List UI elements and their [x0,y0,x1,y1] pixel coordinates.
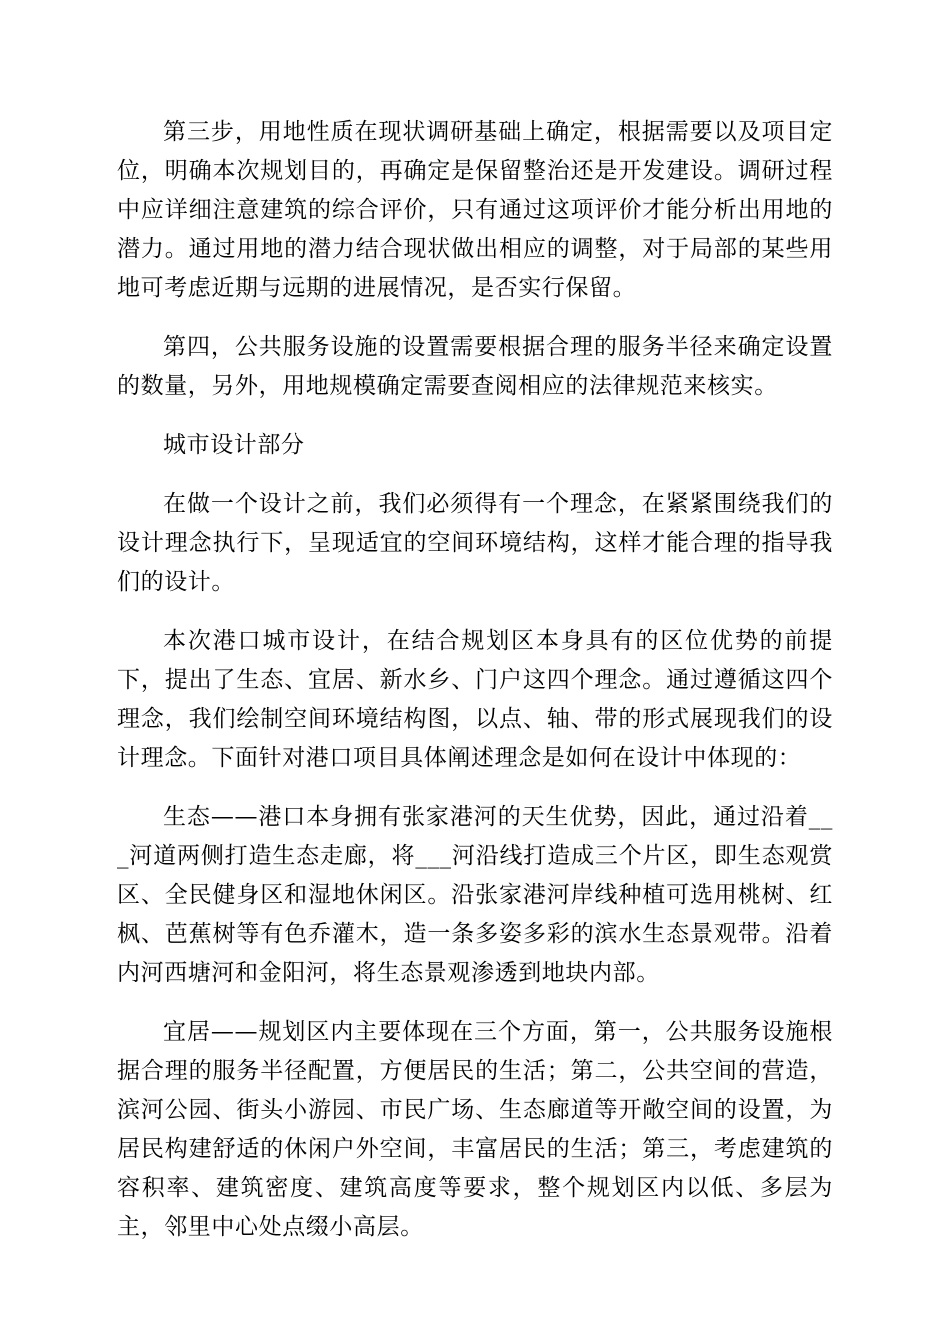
paragraph-ecology: 生态——港口本身拥有张家港河的天生优势，因此，通过沿着___河道两侧打造生态走廊，将___河沿线打造成三个片区，即生态观赏区、全民健身区和湿地休闲区。沿张家港河岸线种植可选用桃树、红枫、芭蕉树等有色乔灌木，造一条多姿多彩的滨水生态景观带。沿着内河西塘河和金阳河，将生态景观渗透到地块内部。 [117,804,833,986]
document-body [117,113,833,1267]
paragraph-design-concept: 在做一个设计之前，我们必须得有一个理念，在紧紧围绕我们的设计理念执行下，呈现适宜的空间环境结构，这样才能合理的指导我们的设计。 [117,491,833,595]
section-heading-urban-design: 城市设计部分 [163,432,305,458]
paragraph-fourth: 第四，公共服务设施的设置需要根据合理的服务半径来确定设置的数量，另外，用地规模确定需要查阅相应的法律规范来核实。 [117,334,833,399]
paragraph-livable: 宜居——规划区内主要体现在三个方面，第一，公共服务设施根据合理的服务半径配置，方便居民的生活；第二，公共空间的营造，滨河公园、街头小游园、市民广场、生态廊道等开敞空间的设置，为居民构建舒适的休闲户外空间，丰富居民的生活；第三，考虑建筑的容积率、建筑密度、建筑高度等要求，整个规划区内以低、多层为主，邻里中心处点缀小高层。 [117,1019,833,1240]
paragraph-step-three: 第三步，用地性质在现状调研基础上确定，根据需要以及项目定位，明确本次规划目的，再确定是保留整治还是开发建设。调研过程中应详细注意建筑的综合评价，只有通过这项评价才能分析出用地的潜力。通过用地的潜力结合现状做出相应的调整，对于局部的某些用地可考虑近期与远期的进展情况，是否实行保留。 [117,119,833,301]
paragraph-port-design: 本次港口城市设计，在结合规划区本身具有的区位优势的前提下，提出了生态、宜居、新水乡、门户这四个理念。通过遵循这四个理念，我们绘制空间环境结构图，以点、轴、带的形式展现我们的设计理念。下面针对港口项目具体阐述理念是如何在设计中体现的： [117,628,833,771]
